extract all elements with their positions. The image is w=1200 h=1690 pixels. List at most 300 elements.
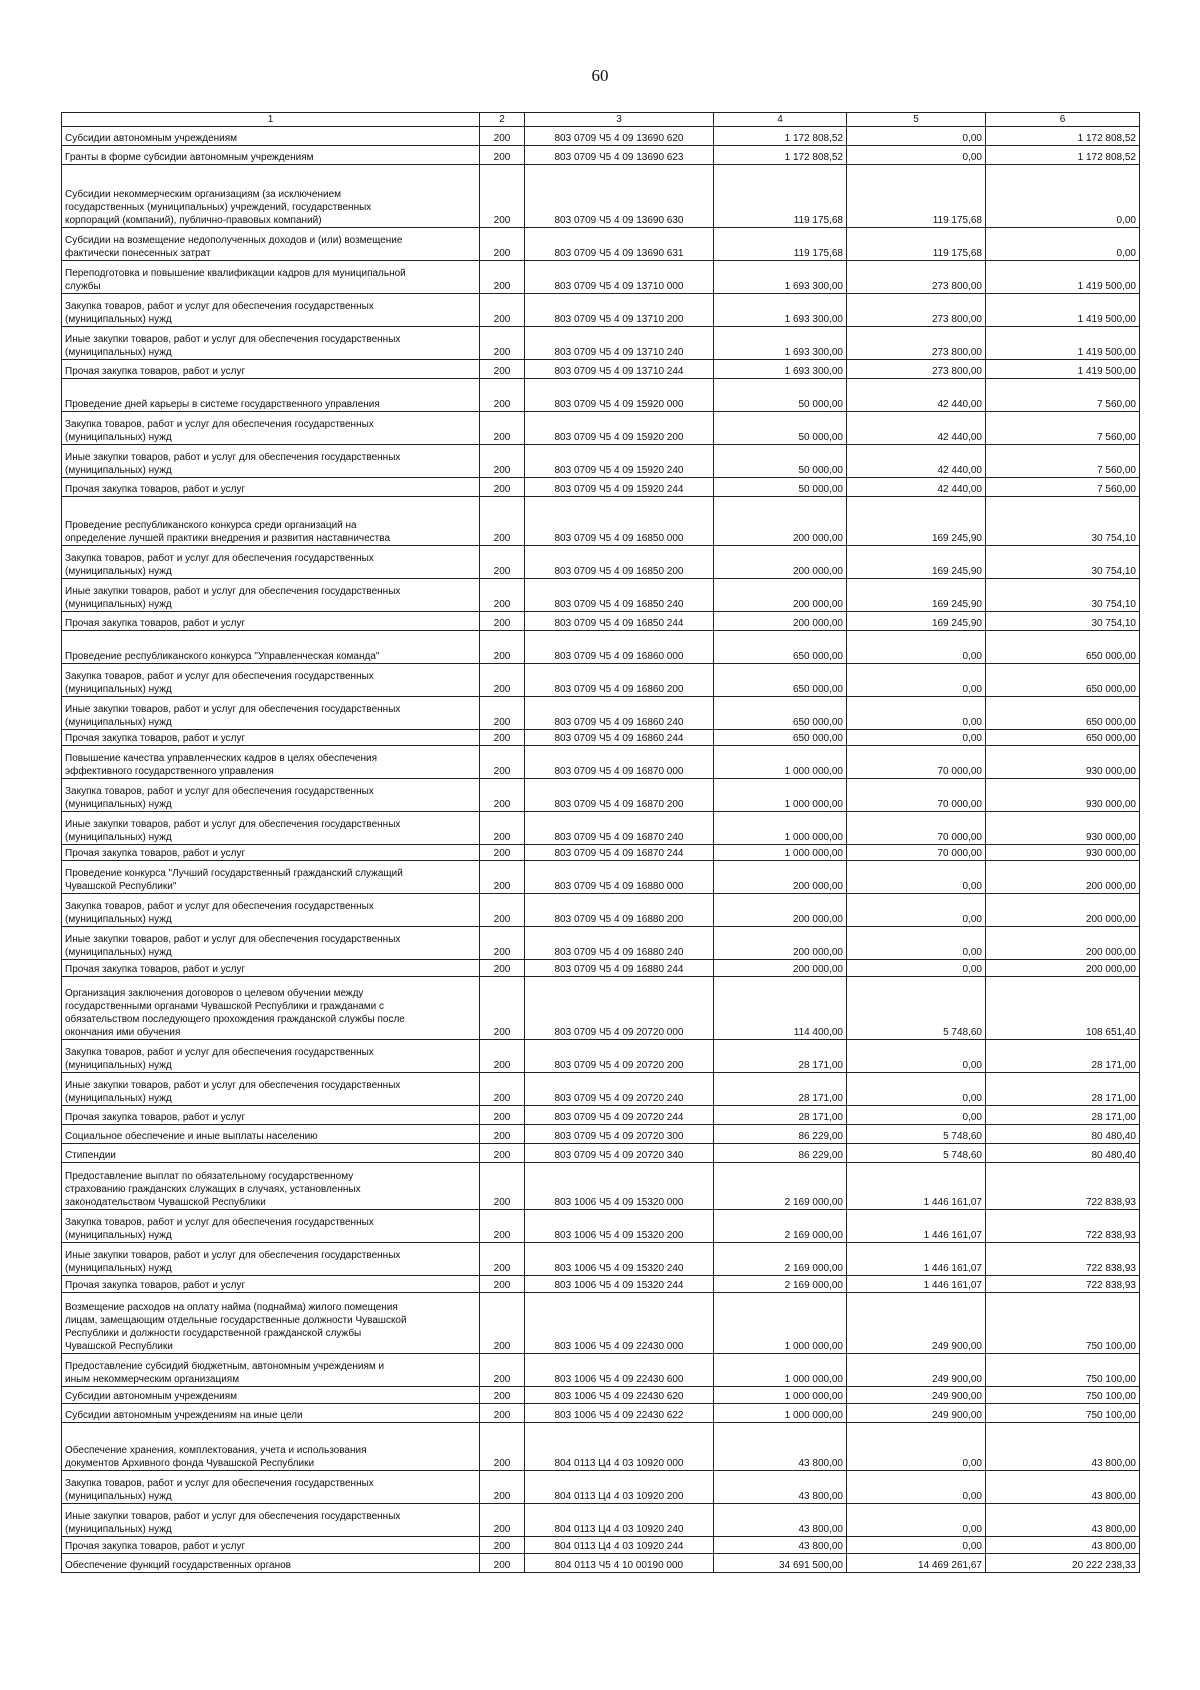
row-amount-column-6: 650 000,00 [986, 631, 1140, 664]
row-column-2: 200 [480, 845, 525, 861]
row-budget-code: 803 0709 Ч5 4 09 13690 631 [525, 228, 714, 261]
table-row [62, 445, 1140, 478]
row-column-2: 200 [480, 730, 525, 746]
page-number: 60 [591, 66, 609, 85]
row-description: Прочая закупка товаров, работ и услуг [62, 478, 480, 497]
table-row [62, 497, 1140, 546]
table-row [62, 1040, 1140, 1073]
row-amount-column-4: 200 000,00 [714, 497, 847, 546]
row-budget-code: 803 0709 Ч5 4 09 16860 200 [525, 664, 714, 697]
row-column-2: 200 [480, 497, 525, 546]
row-amount-column-6: 43 800,00 [986, 1537, 1140, 1554]
row-amount-column-6: 650 000,00 [986, 697, 1140, 730]
row-description: Организация заключения договоров о целевом обучении между государственными органами Чувашской Республики и гражданами с обязательством последующего прохождения гражданской службы после окончания ими обучения [62, 977, 480, 1040]
row-column-2: 200 [480, 1106, 525, 1125]
row-amount-column-4: 50 000,00 [714, 379, 847, 412]
table-row [62, 960, 1140, 977]
row-budget-code: 804 0113 Ц4 4 03 10920 244 [525, 1537, 714, 1554]
row-description: Иные закупки товаров, работ и услуг для обеспечения государственных (муниципальных) нужд [62, 1243, 480, 1276]
row-amount-column-5: 0,00 [847, 664, 986, 697]
row-description: Социальное обеспечение и иные выплаты населению [62, 1125, 480, 1144]
row-amount-column-5: 0,00 [847, 730, 986, 746]
row-amount-column-4: 1 693 300,00 [714, 294, 847, 327]
table-row [62, 165, 1140, 228]
row-amount-column-6: 108 651,40 [986, 977, 1140, 1040]
row-budget-code: 803 0709 Ч5 4 09 15920 200 [525, 412, 714, 445]
row-description: Иные закупки товаров, работ и услуг для обеспечения государственных (муниципальных) нужд [62, 697, 480, 730]
row-amount-column-5: 1 446 161,07 [847, 1210, 986, 1243]
row-amount-column-6: 43 800,00 [986, 1471, 1140, 1504]
row-amount-column-6: 930 000,00 [986, 779, 1140, 812]
row-amount-column-5: 0,00 [847, 1471, 986, 1504]
row-description: Прочая закупка товаров, работ и услуг [62, 360, 480, 379]
row-budget-code: 803 0709 Ч5 4 09 13690 630 [525, 165, 714, 228]
table-row [62, 579, 1140, 612]
row-description: Закупка товаров, работ и услуг для обеспечения государственных (муниципальных) нужд [62, 894, 480, 927]
row-column-2: 200 [480, 697, 525, 730]
row-column-2: 200 [480, 127, 525, 146]
row-budget-code: 803 0709 Ч5 4 09 15920 000 [525, 379, 714, 412]
row-description: Субсидии на возмещение недополученных доходов и (или) возмещение фактически понесенных затрат [62, 228, 480, 261]
row-budget-code: 803 0709 Ч5 4 09 20720 000 [525, 977, 714, 1040]
row-amount-column-4: 650 000,00 [714, 631, 847, 664]
row-amount-column-6: 1 419 500,00 [986, 360, 1140, 379]
row-amount-column-5: 0,00 [847, 1423, 986, 1471]
row-budget-code: 803 0709 Ч5 4 09 16870 244 [525, 845, 714, 861]
row-description: Иные закупки товаров, работ и услуг для обеспечения государственных (муниципальных) нужд [62, 812, 480, 845]
row-budget-code: 803 1006 Ч5 4 09 15320 000 [525, 1163, 714, 1210]
row-amount-column-6: 30 754,10 [986, 612, 1140, 631]
row-amount-column-5: 0,00 [847, 960, 986, 977]
row-description: Проведение дней карьеры в системе государственного управления [62, 379, 480, 412]
row-amount-column-4: 200 000,00 [714, 894, 847, 927]
row-description: Субсидии некоммерческим организациям (за исключением государственных (муниципальных) учреждений, государственных корпораций (компаний), публично-правовых компаний) [62, 165, 480, 228]
row-amount-column-6: 200 000,00 [986, 927, 1140, 960]
table-row [62, 927, 1140, 960]
row-amount-column-5: 0,00 [847, 927, 986, 960]
row-column-2: 200 [480, 1144, 525, 1163]
row-amount-column-4: 28 171,00 [714, 1073, 847, 1106]
table-row [62, 664, 1140, 697]
row-amount-column-4: 200 000,00 [714, 927, 847, 960]
table-row [62, 730, 1140, 746]
row-budget-code: 803 0709 Ч5 4 09 16870 200 [525, 779, 714, 812]
row-column-2: 200 [480, 1504, 525, 1537]
row-description: Гранты в форме субсидии автономным учреждениям [62, 146, 480, 165]
row-budget-code: 803 0709 Ч5 4 09 20720 340 [525, 1144, 714, 1163]
column-header-6: 6 [986, 113, 1140, 127]
row-amount-column-6: 750 100,00 [986, 1387, 1140, 1404]
row-column-2: 200 [480, 146, 525, 165]
row-amount-column-6: 0,00 [986, 165, 1140, 228]
row-amount-column-4: 50 000,00 [714, 478, 847, 497]
row-description: Прочая закупка товаров, работ и услуг [62, 845, 480, 861]
row-description: Иные закупки товаров, работ и услуг для обеспечения государственных (муниципальных) нужд [62, 327, 480, 360]
row-budget-code: 803 0709 Ч5 4 09 16850 244 [525, 612, 714, 631]
row-amount-column-6: 30 754,10 [986, 546, 1140, 579]
table-body [62, 127, 1140, 1573]
row-description: Закупка товаров, работ и услуг для обеспечения государственных (муниципальных) нужд [62, 779, 480, 812]
row-amount-column-5: 0,00 [847, 894, 986, 927]
row-amount-column-4: 1 172 808,52 [714, 127, 847, 146]
row-budget-code: 803 0709 Ч5 4 09 15920 244 [525, 478, 714, 497]
table-row [62, 412, 1140, 445]
row-column-2: 200 [480, 261, 525, 294]
row-column-2: 200 [480, 1423, 525, 1471]
row-amount-column-5: 42 440,00 [847, 478, 986, 497]
row-column-2: 200 [480, 977, 525, 1040]
row-description: Предоставление выплат по обязательному государственному страхованию гражданских служащих в случаях, установленных законодательством Чувашской Республики [62, 1163, 480, 1210]
row-budget-code: 803 0709 Ч5 4 09 20720 240 [525, 1073, 714, 1106]
row-budget-code: 803 1006 Ч5 4 09 15320 200 [525, 1210, 714, 1243]
table-row [62, 1387, 1140, 1404]
row-description: Закупка товаров, работ и услуг для обеспечения государственных (муниципальных) нужд [62, 294, 480, 327]
row-amount-column-6: 930 000,00 [986, 812, 1140, 845]
row-amount-column-4: 28 171,00 [714, 1106, 847, 1125]
row-amount-column-6: 1 419 500,00 [986, 294, 1140, 327]
row-column-2: 200 [480, 1276, 525, 1293]
row-amount-column-5: 0,00 [847, 631, 986, 664]
row-column-2: 200 [480, 1537, 525, 1554]
table-row [62, 1276, 1140, 1293]
row-amount-column-5: 273 800,00 [847, 360, 986, 379]
row-budget-code: 803 0709 Ч5 4 09 16850 200 [525, 546, 714, 579]
table-row [62, 894, 1140, 927]
row-column-2: 200 [480, 360, 525, 379]
row-amount-column-6: 30 754,10 [986, 497, 1140, 546]
row-description: Прочая закупка товаров, работ и услуг [62, 1537, 480, 1554]
row-amount-column-4: 1 000 000,00 [714, 1404, 847, 1423]
row-description: Возмещение расходов на оплату найма (поднайма) жилого помещения лицам, замещающим отдельные государственные должности Чувашской Республики и должности государственной гражданской службы Чувашской Республики [62, 1293, 480, 1354]
table-header-row [62, 113, 1140, 127]
row-budget-code: 803 0709 Ч5 4 09 13690 620 [525, 127, 714, 146]
row-description: Закупка товаров, работ и услуг для обеспечения государственных (муниципальных) нужд [62, 1471, 480, 1504]
table-row [62, 478, 1140, 497]
row-amount-column-5: 249 900,00 [847, 1293, 986, 1354]
row-amount-column-4: 1 000 000,00 [714, 812, 847, 845]
column-header-5: 5 [847, 113, 986, 127]
row-description: Закупка товаров, работ и услуг для обеспечения государственных (муниципальных) нужд [62, 546, 480, 579]
column-header-2: 2 [480, 113, 525, 127]
row-amount-column-5: 169 245,90 [847, 612, 986, 631]
row-column-2: 200 [480, 631, 525, 664]
row-amount-column-6: 0,00 [986, 228, 1140, 261]
row-amount-column-5: 119 175,68 [847, 165, 986, 228]
row-budget-code: 804 0113 Ц4 4 03 10920 200 [525, 1471, 714, 1504]
row-column-2: 200 [480, 1554, 525, 1573]
row-budget-code: 804 0113 Ц4 4 03 10920 000 [525, 1423, 714, 1471]
row-budget-code: 803 0709 Ч5 4 09 16860 000 [525, 631, 714, 664]
row-amount-column-4: 119 175,68 [714, 228, 847, 261]
row-amount-column-5: 1 446 161,07 [847, 1276, 986, 1293]
row-column-2: 200 [480, 894, 525, 927]
row-amount-column-6: 750 100,00 [986, 1293, 1140, 1354]
row-amount-column-5: 42 440,00 [847, 379, 986, 412]
row-description: Прочая закупка товаров, работ и услуг [62, 612, 480, 631]
row-budget-code: 804 0113 Ц4 4 03 10920 240 [525, 1504, 714, 1537]
row-amount-column-4: 43 800,00 [714, 1423, 847, 1471]
table-row [62, 1504, 1140, 1537]
row-amount-column-6: 930 000,00 [986, 845, 1140, 861]
row-budget-code: 803 0709 Ч5 4 09 16880 240 [525, 927, 714, 960]
row-amount-column-4: 50 000,00 [714, 412, 847, 445]
row-description: Закупка товаров, работ и услуг для обеспечения государственных (муниципальных) нужд [62, 664, 480, 697]
row-column-2: 200 [480, 1125, 525, 1144]
row-amount-column-4: 650 000,00 [714, 664, 847, 697]
row-column-2: 200 [480, 379, 525, 412]
row-amount-column-4: 50 000,00 [714, 445, 847, 478]
row-amount-column-5: 249 900,00 [847, 1387, 986, 1404]
table-row [62, 1404, 1140, 1423]
row-budget-code: 803 0709 Ч5 4 09 16860 240 [525, 697, 714, 730]
row-budget-code: 803 0709 Ч5 4 09 16870 240 [525, 812, 714, 845]
row-amount-column-4: 43 800,00 [714, 1504, 847, 1537]
row-amount-column-4: 200 000,00 [714, 546, 847, 579]
row-column-2: 200 [480, 1471, 525, 1504]
row-amount-column-5: 273 800,00 [847, 261, 986, 294]
row-description: Субсидии автономным учреждениям [62, 127, 480, 146]
row-amount-column-5: 1 446 161,07 [847, 1243, 986, 1276]
row-amount-column-6: 1 419 500,00 [986, 327, 1140, 360]
row-amount-column-6: 200 000,00 [986, 894, 1140, 927]
row-column-2: 200 [480, 1040, 525, 1073]
row-amount-column-6: 28 171,00 [986, 1040, 1140, 1073]
row-budget-code: 804 0113 Ч5 4 10 00190 000 [525, 1554, 714, 1573]
row-column-2: 200 [480, 1293, 525, 1354]
row-budget-code: 803 0709 Ч5 4 09 13710 240 [525, 327, 714, 360]
table-row [62, 746, 1140, 779]
budget-table [61, 112, 1140, 1573]
row-description: Стипендии [62, 1144, 480, 1163]
row-amount-column-6: 20 222 238,33 [986, 1554, 1140, 1573]
row-amount-column-4: 1 000 000,00 [714, 1293, 847, 1354]
row-amount-column-6: 80 480,40 [986, 1144, 1140, 1163]
row-amount-column-5: 169 245,90 [847, 579, 986, 612]
table-row [62, 1554, 1140, 1573]
row-amount-column-5: 14 469 261,67 [847, 1554, 986, 1573]
row-amount-column-6: 930 000,00 [986, 746, 1140, 779]
row-amount-column-4: 1 693 300,00 [714, 360, 847, 379]
row-amount-column-6: 750 100,00 [986, 1404, 1140, 1423]
table-row [62, 697, 1140, 730]
row-amount-column-4: 650 000,00 [714, 697, 847, 730]
row-amount-column-4: 114 400,00 [714, 977, 847, 1040]
row-amount-column-5: 249 900,00 [847, 1354, 986, 1387]
row-description: Иные закупки товаров, работ и услуг для обеспечения государственных (муниципальных) нужд [62, 579, 480, 612]
row-amount-column-6: 7 560,00 [986, 445, 1140, 478]
row-amount-column-4: 1 000 000,00 [714, 746, 847, 779]
row-amount-column-5: 0,00 [847, 146, 986, 165]
row-amount-column-6: 722 838,93 [986, 1243, 1140, 1276]
row-budget-code: 803 1006 Ч5 4 09 22430 620 [525, 1387, 714, 1404]
row-amount-column-4: 86 229,00 [714, 1125, 847, 1144]
row-description: Закупка товаров, работ и услуг для обеспечения государственных (муниципальных) нужд [62, 1210, 480, 1243]
row-amount-column-5: 0,00 [847, 697, 986, 730]
row-column-2: 200 [480, 927, 525, 960]
row-amount-column-5: 0,00 [847, 1537, 986, 1554]
row-column-2: 200 [480, 546, 525, 579]
table-row [62, 1210, 1140, 1243]
row-amount-column-5: 119 175,68 [847, 228, 986, 261]
row-amount-column-5: 5 748,60 [847, 977, 986, 1040]
row-amount-column-5: 169 245,90 [847, 546, 986, 579]
table-row [62, 546, 1140, 579]
row-description: Прочая закупка товаров, работ и услуг [62, 730, 480, 746]
row-amount-column-6: 28 171,00 [986, 1106, 1140, 1125]
table-row [62, 612, 1140, 631]
row-amount-column-5: 1 446 161,07 [847, 1163, 986, 1210]
row-column-2: 200 [480, 779, 525, 812]
table-row [62, 1354, 1140, 1387]
row-column-2: 200 [480, 445, 525, 478]
row-amount-column-4: 650 000,00 [714, 730, 847, 746]
row-amount-column-6: 43 800,00 [986, 1504, 1140, 1537]
row-description: Субсидии автономным учреждениям на иные цели [62, 1404, 480, 1423]
table-row [62, 327, 1140, 360]
row-column-2: 200 [480, 1243, 525, 1276]
row-description: Иные закупки товаров, работ и услуг для обеспечения государственных (муниципальных) нужд [62, 927, 480, 960]
row-amount-column-4: 2 169 000,00 [714, 1276, 847, 1293]
row-amount-column-5: 70 000,00 [847, 812, 986, 845]
row-amount-column-4: 200 000,00 [714, 861, 847, 894]
row-description: Предоставление субсидий бюджетным, автономным учреждениям и иным некоммерческим организациям [62, 1354, 480, 1387]
row-budget-code: 803 0709 Ч5 4 09 20720 244 [525, 1106, 714, 1125]
row-amount-column-5: 70 000,00 [847, 845, 986, 861]
row-column-2: 200 [480, 861, 525, 894]
row-amount-column-5: 0,00 [847, 861, 986, 894]
row-description: Повышение качества управленческих кадров в целях обеспечения эффективного государственного управления [62, 746, 480, 779]
row-column-2: 200 [480, 1073, 525, 1106]
row-description: Переподготовка и повышение квалификации кадров для муниципальной службы [62, 261, 480, 294]
row-budget-code: 803 1006 Ч5 4 09 15320 244 [525, 1276, 714, 1293]
table-row [62, 845, 1140, 861]
row-description: Закупка товаров, работ и услуг для обеспечения государственных (муниципальных) нужд [62, 1040, 480, 1073]
table-row [62, 977, 1140, 1040]
row-budget-code: 803 0709 Ч5 4 09 13690 623 [525, 146, 714, 165]
row-amount-column-5: 0,00 [847, 1106, 986, 1125]
row-budget-code: 803 0709 Ч5 4 09 20720 200 [525, 1040, 714, 1073]
row-amount-column-6: 43 800,00 [986, 1423, 1140, 1471]
row-amount-column-6: 650 000,00 [986, 730, 1140, 746]
table-row [62, 812, 1140, 845]
row-amount-column-6: 722 838,93 [986, 1210, 1140, 1243]
row-column-2: 200 [480, 812, 525, 845]
row-amount-column-5: 0,00 [847, 127, 986, 146]
row-amount-column-4: 2 169 000,00 [714, 1243, 847, 1276]
row-column-2: 200 [480, 165, 525, 228]
row-amount-column-6: 200 000,00 [986, 861, 1140, 894]
table-row [62, 779, 1140, 812]
row-amount-column-4: 1 000 000,00 [714, 779, 847, 812]
row-amount-column-6: 7 560,00 [986, 478, 1140, 497]
row-amount-column-4: 200 000,00 [714, 612, 847, 631]
row-amount-column-5: 70 000,00 [847, 746, 986, 779]
row-amount-column-5: 42 440,00 [847, 445, 986, 478]
row-column-2: 200 [480, 478, 525, 497]
row-description: Иные закупки товаров, работ и услуг для обеспечения государственных (муниципальных) нужд [62, 1073, 480, 1106]
row-amount-column-5: 169 245,90 [847, 497, 986, 546]
row-amount-column-5: 0,00 [847, 1040, 986, 1073]
row-amount-column-6: 722 838,93 [986, 1276, 1140, 1293]
row-amount-column-6: 722 838,93 [986, 1163, 1140, 1210]
row-amount-column-6: 650 000,00 [986, 664, 1140, 697]
row-budget-code: 803 0709 Ч5 4 09 16860 244 [525, 730, 714, 746]
row-amount-column-6: 1 172 808,52 [986, 146, 1140, 165]
row-amount-column-4: 1 000 000,00 [714, 1354, 847, 1387]
table-row [62, 1243, 1140, 1276]
table-row [62, 360, 1140, 379]
row-amount-column-4: 1 693 300,00 [714, 261, 847, 294]
table-row [62, 294, 1140, 327]
row-amount-column-4: 86 229,00 [714, 1144, 847, 1163]
table-row [62, 1293, 1140, 1354]
row-amount-column-4: 200 000,00 [714, 960, 847, 977]
row-amount-column-5: 42 440,00 [847, 412, 986, 445]
row-column-2: 200 [480, 664, 525, 697]
row-amount-column-6: 28 171,00 [986, 1073, 1140, 1106]
row-budget-code: 803 0709 Ч5 4 09 16850 000 [525, 497, 714, 546]
row-amount-column-4: 2 169 000,00 [714, 1210, 847, 1243]
row-column-2: 200 [480, 228, 525, 261]
row-amount-column-5: 5 748,60 [847, 1125, 986, 1144]
row-amount-column-6: 80 480,40 [986, 1125, 1140, 1144]
row-description: Прочая закупка товаров, работ и услуг [62, 960, 480, 977]
row-description: Прочая закупка товаров, работ и услуг [62, 1276, 480, 1293]
row-description: Обеспечение хранения, комплектования, учета и использования документов Архивного фонда Чувашской Республики [62, 1423, 480, 1471]
row-amount-column-5: 70 000,00 [847, 779, 986, 812]
row-amount-column-4: 43 800,00 [714, 1471, 847, 1504]
row-amount-column-5: 0,00 [847, 1073, 986, 1106]
column-header-1: 1 [62, 113, 480, 127]
table-row [62, 228, 1140, 261]
row-column-2: 200 [480, 412, 525, 445]
row-budget-code: 803 0709 Ч5 4 09 13710 200 [525, 294, 714, 327]
row-description: Субсидии автономным учреждениям [62, 1387, 480, 1404]
row-amount-column-6: 1 419 500,00 [986, 261, 1140, 294]
row-amount-column-4: 1 172 808,52 [714, 146, 847, 165]
row-amount-column-5: 273 800,00 [847, 327, 986, 360]
row-budget-code: 803 0709 Ч5 4 09 16880 200 [525, 894, 714, 927]
row-column-2: 200 [480, 327, 525, 360]
row-description: Проведение республиканского конкурса "Управленческая команда" [62, 631, 480, 664]
row-budget-code: 803 0709 Ч5 4 09 13710 244 [525, 360, 714, 379]
row-column-2: 200 [480, 612, 525, 631]
row-amount-column-4: 1 000 000,00 [714, 845, 847, 861]
column-header-3: 3 [525, 113, 714, 127]
row-column-2: 200 [480, 1387, 525, 1404]
table-row [62, 1471, 1140, 1504]
table-row [62, 1144, 1140, 1163]
row-amount-column-5: 5 748,60 [847, 1144, 986, 1163]
table-row [62, 1073, 1140, 1106]
row-budget-code: 803 1006 Ч5 4 09 22430 600 [525, 1354, 714, 1387]
row-description: Проведение республиканского конкурса среди организаций на определение лучшей практики внедрения и развития наставничества [62, 497, 480, 546]
table-row [62, 631, 1140, 664]
row-budget-code: 803 0709 Ч5 4 09 16870 000 [525, 746, 714, 779]
row-amount-column-4: 200 000,00 [714, 579, 847, 612]
row-amount-column-4: 34 691 500,00 [714, 1554, 847, 1573]
row-budget-code: 803 0709 Ч5 4 09 13710 000 [525, 261, 714, 294]
row-amount-column-4: 43 800,00 [714, 1537, 847, 1554]
table-row [62, 861, 1140, 894]
row-description: Обеспечение функций государственных органов [62, 1554, 480, 1573]
row-column-2: 200 [480, 1354, 525, 1387]
row-amount-column-4: 1 000 000,00 [714, 1387, 847, 1404]
row-amount-column-6: 750 100,00 [986, 1354, 1140, 1387]
table-row [62, 261, 1140, 294]
row-amount-column-5: 273 800,00 [847, 294, 986, 327]
row-budget-code: 803 1006 Ч5 4 09 15320 240 [525, 1243, 714, 1276]
